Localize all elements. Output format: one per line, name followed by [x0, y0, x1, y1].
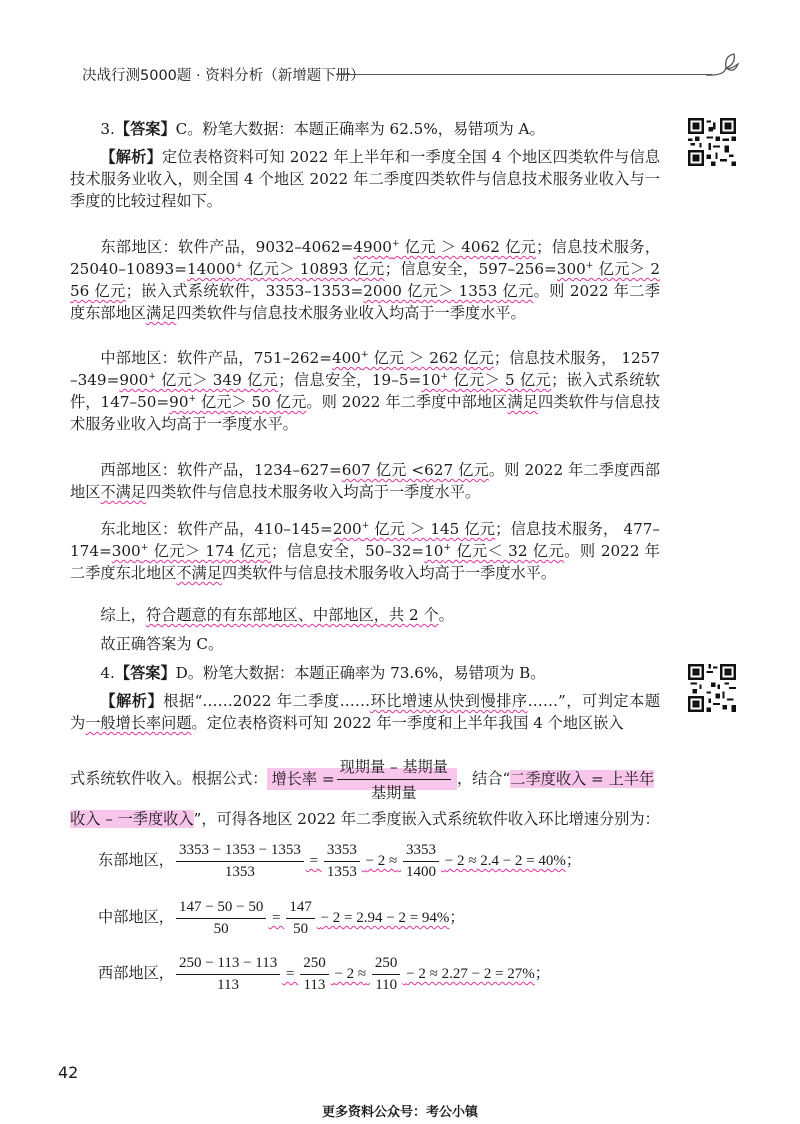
growth-rate-formula	[267, 758, 457, 802]
denominator: 1400	[406, 864, 437, 880]
text-run: ，结合“	[456, 769, 511, 788]
wavy-underline: 满足	[145, 304, 177, 322]
wavy-underline: 环比增速从快到慢排序	[370, 692, 528, 710]
q3-northeast-paragraph	[70, 518, 660, 584]
region-label: 西部地区，	[98, 963, 174, 982]
text-run: ；嵌入式系统软	[551, 371, 660, 389]
region-label: 东北地区：	[100, 520, 178, 538]
denominator: 1353	[224, 864, 255, 880]
wavy-underline: 14000+ 亿元＞ 10893 亿元	[186, 260, 385, 278]
numerator: 3353	[403, 842, 439, 862]
denominator: 50	[213, 921, 229, 937]
analysis-text: 定位表格资料可知 2022 年上半年和一季度全国 4 个地区四类软件与信息技术服务业收入，则全国 4 个地区 2022 年二季度四类软件与信息技术服务业收入与一季度的比较过程如下。	[70, 148, 661, 210]
text-run: ；信息技术服务，	[495, 520, 619, 538]
q3-final-answer: 故正确答案为 C。	[100, 635, 224, 653]
answer-tag: 【答案】	[114, 664, 176, 682]
text-run: − 2 ≈	[365, 852, 398, 869]
answer-text: C。粉笔大数据：本题正确率为 62.5%，易错项为 A。	[175, 120, 545, 138]
calc-middle	[98, 899, 465, 938]
numerator: 250 − 113 − 113	[176, 955, 280, 975]
numerator: 3353 − 1353 − 1353	[176, 842, 304, 862]
wavy-underline: 一般增长率问题	[85, 714, 192, 732]
wavy-underline: 90+ 亿元＞ 50 亿元	[169, 393, 307, 411]
text-run: ；信息安全，597–256=	[384, 260, 557, 278]
header-rule	[336, 74, 712, 75]
numerator: 3353	[324, 842, 360, 862]
footer-text: 更多资料公众号：考公小镇	[321, 1105, 478, 1120]
wavy-underline: $\frac{147 - 50 - 50}{50}$ = $\frac{147}{50}$ − 2 = 2.94 − 2 = 94%	[174, 910, 449, 926]
analysis-tag: 【解析】	[100, 692, 164, 710]
analysis-tag: 【解析】	[100, 148, 162, 166]
text-run: ；信息技术服务，	[493, 349, 617, 367]
q3-analysis	[70, 146, 660, 212]
text-run: 。则 2022 年二季度西部地	[70, 461, 661, 501]
wavy-underline: 10+ 亿元＞ 5 亿元	[421, 371, 552, 389]
text-run: 四类软件与信息技术服务收入均高于一季度水平。	[221, 564, 556, 582]
question-number: 3.	[100, 120, 115, 138]
q4-analysis	[70, 690, 660, 734]
wavy-underline: $\frac{250 - 113 - 113}{113}$ = $\frac{250}{113}$ − 2 ≈ $\frac{250}{110}$ − 2 ≈ 2.27 − 2 = 27%	[174, 966, 535, 982]
running-header: 决战行测5000题 · 资料分析（新增题下册）	[82, 68, 365, 84]
answer-tag: 【答案】	[114, 120, 176, 138]
text-run: 软件产品，9032–4062=	[178, 238, 354, 256]
q4-answer	[70, 662, 660, 684]
text-run: 软件产品，410–145=	[177, 520, 333, 538]
numerator: 250	[300, 955, 329, 975]
q3-middle-paragraph	[70, 347, 660, 435]
text-run: 25040–10893=	[70, 260, 187, 278]
text-run: 。则 2022 年二	[70, 542, 660, 582]
text-run: 综上，	[100, 606, 146, 624]
text-run: 式系统软件收入。根据公式：	[70, 769, 268, 788]
wavy-underline: $\frac{3353 - 1353 - 1353}{1353}$ = $\frac{3353}{1353}$ − 2 ≈ $\frac{3353}{1400}$ − 2 ≈ 2.4 − 2 = 40%	[174, 853, 566, 869]
region-label: 西部地区：	[100, 461, 178, 479]
text-run: ；	[449, 907, 465, 926]
formula-continuation	[70, 808, 660, 829]
text-run: 题为	[70, 692, 661, 732]
denominator: 50	[293, 921, 309, 937]
text-run: 区	[85, 483, 101, 501]
text-run: − 2 ≈	[334, 965, 367, 982]
text-run: ；	[125, 282, 141, 300]
text-run: 。	[438, 606, 454, 624]
formula-lhs: 增长率 =	[271, 769, 335, 788]
region-label: 东部地区：	[100, 238, 179, 256]
growth-rate-formula-line	[70, 756, 654, 803]
qr-code-icon	[688, 664, 736, 712]
wavy-underline: 符合题意的有东部地区、中部地区，共 2 个	[145, 606, 439, 624]
calc-east	[98, 842, 581, 881]
text-run: 软件产品，1234–627=	[177, 461, 342, 479]
text-run: ；信息安全，19–5=	[278, 371, 422, 389]
denominator: 基期量	[370, 784, 417, 802]
question-number: 4.	[100, 664, 115, 682]
formula-fraction	[337, 756, 451, 803]
text-run: 根据“……2022 年二季度……	[163, 692, 371, 710]
text-run: 四类软件与信息技术服务收入均高于一季度水平。	[145, 483, 481, 501]
text-run: 1257–349=	[70, 349, 661, 389]
text-run: − 2 ≈ 2.4 − 2 = 40%	[444, 852, 566, 869]
wavy-underline: 607 亿元 <627 亿元	[341, 461, 489, 479]
text-run: 。定位表格资料可知 2022 年一季度和上半年我国 4 个地区嵌入	[191, 714, 624, 732]
text-run: − 2 ≈ 2.27 − 2 = 27%	[406, 965, 535, 982]
text-run: 季度东北地区	[85, 564, 177, 582]
numerator: 250	[372, 955, 401, 975]
sprout-icon	[704, 50, 740, 86]
text-run: 。则 2022 年二季度中部地区	[306, 393, 508, 411]
text-run: 件，147–50=	[70, 393, 170, 411]
wavy-underline: 满足	[507, 393, 538, 411]
wavy-underline: 200+ 亿元 ＞ 145 亿元	[332, 520, 496, 538]
wavy-underline: 300+ 亿元＞ 256 亿元	[70, 260, 661, 300]
region-label: 中部地区：	[100, 349, 178, 367]
q3-answer	[70, 118, 660, 140]
wavy-underline: 900+ 亿元＞ 349 亿元	[119, 371, 279, 389]
answer-text: D。粉笔大数据：本题正确率为 73.6%，易错项为 B。	[175, 664, 546, 682]
numerator: 现期量 – 基期量	[337, 756, 451, 780]
wavy-underline: 4900+ 亿元 ＞ 4062 亿元	[353, 238, 537, 256]
text-run: 服务业收入均高于一季度水平。	[85, 415, 298, 433]
text-run: ；	[565, 850, 582, 869]
calc-west	[98, 955, 550, 994]
text-run: 四类软件与信息技术服务业收入均高于一季度水平。	[176, 304, 526, 322]
text-run: 嵌入式系统软件，3353–1353=	[140, 282, 364, 300]
wavy-underline: 不满足	[176, 564, 222, 582]
denominator: 113	[217, 977, 240, 993]
denominator: 113	[303, 977, 326, 993]
region-label: 东部地区，	[98, 850, 174, 869]
highlighted-text: 收入 – 一季度收入	[70, 810, 194, 828]
wavy-underline: 2000 亿元＞ 1353 亿元	[363, 282, 534, 300]
wavy-underline: 400+ 亿元 ＞ 262 亿元	[331, 349, 494, 367]
text-run: 软件产品，751–262=	[177, 349, 332, 367]
q3-east-paragraph	[70, 236, 660, 324]
text-run: 四类软件与信息技术	[70, 393, 661, 433]
text-run: ；	[534, 963, 550, 982]
wavy-underline: 10+ 亿元＜ 32 亿元	[424, 542, 565, 560]
text-run: ；信息技术服务，	[536, 238, 661, 256]
text-run: ；信息安全，50–32=	[271, 542, 425, 560]
denominator: 1353	[326, 864, 357, 880]
q3-summary	[70, 604, 660, 626]
region-label: 中部地区，	[98, 907, 174, 926]
numerator: 147 − 50 − 50	[176, 899, 266, 919]
text-run: 477–174=	[70, 520, 661, 560]
page-number: 42	[58, 1063, 79, 1082]
qr-code-icon	[688, 118, 736, 166]
text-run: ……”，可判定本	[527, 692, 645, 710]
highlighted-text: 二季度收入 = 上半年	[510, 769, 655, 788]
text-run: 。则 2022 年二季度东部地区	[70, 282, 661, 322]
wavy-underline: 不满足	[100, 483, 146, 501]
text-run: − 2 = 2.94 − 2 = 94%	[320, 909, 450, 926]
wavy-underline: 300+ 亿元＞ 174 亿元	[111, 542, 272, 560]
text-run: ”，可得各地区 2022 年二季度嵌入式系统软件收入环比增速分别为：	[193, 810, 660, 828]
q3-west-paragraph	[70, 459, 660, 503]
denominator: 110	[375, 977, 398, 993]
numerator: 147	[286, 899, 315, 919]
